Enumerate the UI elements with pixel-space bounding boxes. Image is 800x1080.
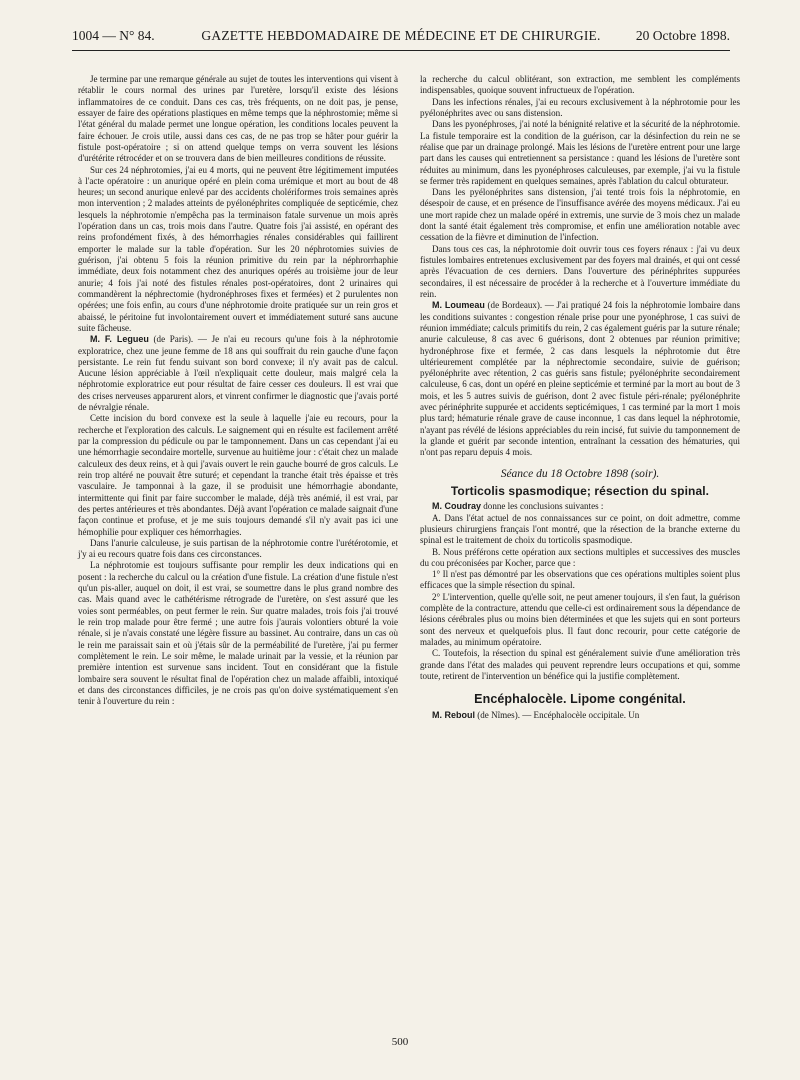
session-heading: Séance du 18 Octobre 1898 (soir). — [500, 467, 660, 480]
paragraph-text: (de Bordeaux). — J'ai pratiqué 24 fois la néphrotomie lombaire dans les conditions suivantes : congestion rénale prise pour une pyonéphrose, 1 cas suivi de réunion immédiate; calculs primitifs du rein, 2 cas également guéris par la suture rénale; anurie calculeuse, 8 cas avec 6 guérisons, dont 2 obtenues par réunion primitive; hydronéphrose fixe et fermée, 2 cas dans lesquels la néphrotomie dut être ultérieurement complétée par la néphrectomie secondaire, suivie de guérison; pyélonéphrite avec rétention, 2 cas guéris sans fistule; pyélonéphrite secondairement calculeuse, 6 cas, dont un opéré en pleine septicémie et terminé par la mort au bout de 3 mois, et les 5 autres suivis de guérison, dont 2 avec fistule péri-rénale; pyélonéphrite avec périnéphrite suppurée et accidents septicémiques, 1 cas terminé par la mort 1 mois plus tard; hématurie rénale grave de cause inconnue, 1 cas dans lequel la néphrotomie, n'ayant pas révélé de lésions appréciables du rein incisé, fut suivie du tamponnement de la glande et guérit par seconde intention, entraînant la cessation des hématuries, qui n'ont pas reparu depuis 4 mois. — [420, 300, 740, 458]
paragraph: Dans les pyonéphroses, j'ai noté la bénignité relative et la sécurité de la néphrotomie. La fistule temporaire est la condition de la guérison, car la désinfection du rein ne se réalise que par un drainage prolongé. Mais les lésions de l'uretère entrent pour une large part dans les causes qui entretiennent sa persistance : quand les lésions de l'uretère sont réduites au minimum, dans les pyonéphroses calculeuses, par exemple, j'ai vu la fistule se fermer très rapidement en quelques semaines, après l'ablation du calcul obturateur. — [420, 119, 740, 186]
left-column — [78, 74, 398, 708]
paragraph: La néphrotomie est toujours suffisante pour remplir les deux indications qui en posent : la recherche du calcul ou la création d'une fistule. La création d'une fistule n'est qu'un pis-aller, auquel on doit, il est vrai, se soumettre dans le plus grand nombre des cas. Mais quand avec le cathétérisme rétrograde de l'uretère, on s'est assuré que les voies sont perméables, on peut fermer le rein. Sur quatre malades, trois fois j'ai trouvé le rein trop malade pour être fermé ; une autre fois j'aurais volontiers obturé la voie rénale, si je n'avais constaté une légère fissure au bassinet. Au contraire, dans un cas où le rein me paraissait sain et où j'étais sûr de la perméabilité de l'uretère, j'ai pu fermer complètement le rein. Le soir même, le malade urinait par la vessie, et la réunion par première intention est survenue sans incident. Tout en considérant que la fistule lombaire sera souvent le résultat final de l'opération chez un malade affaibli, intoxiqué et dans des circonstances difficiles, je ne crois pas qu'on doive systématiquement s'en tenir à l'ouverture du rein : — [78, 560, 398, 707]
section-title: Torticolis spasmodique; résection du spinal. — [450, 483, 710, 498]
paragraph-text: donne les conclusions suivantes : — [481, 501, 604, 512]
speaker-name: M. Reboul — [432, 709, 475, 720]
paragraph-text: (de Nîmes). — Encéphalocèle occipitale. Un — [475, 709, 640, 720]
journal-title: GAZETTE HEBDOMADAIRE DE MÉDECINE ET DE CHIRURGIE. — [201, 28, 601, 43]
paragraph: Dans les pyélonéphrites sans distension, j'ai tenté trois fois la néphrotomie, en désespoir de cause, et en présence de l'insuffisance avérée des moyens médicaux. J'ai eu une mort rapide chez un malade opéré in extremis, une survie de 3 mois chez un malade dont la santé était également très compromise, et enfin une amélioration notable avec cessation de la fièvre et diminution de l'infection. — [420, 187, 740, 243]
section-title: Encéphalocèle. Lipome congénital. — [474, 692, 686, 707]
paragraph: Sur ces 24 néphrotomies, j'ai eu 4 morts, qui ne peuvent être légitimement imputées à l'acte opératoire : un anurique opéré en plein coma urémique et mort au bout de 48 heures; un second anurique enlevé par des accidents cholériformes trois semaines après mon intervention ; 2 malades atteints de pyélonéphrites compliquée de septicémie, chez lesquels la néphrotomie n'empêcha pas la terminaison fatale survenue un mois après l'opération dans un cas, trois mois dans l'autre. Quatre fois j'ai assisté, en opérant des reins profondément fixés, à des hémorrhagies rénales considérables qui faillirent emporter le malade sur la table d'opération. Sur les 20 néphrotomies suivies de guérison, j'ai obtenu 5 fois la réunion primitive du rein par la néphrorrhaphie immédiate, deux fois notamment chez des anuriques opérés au troisième jour de leur anurie; 4 fois j'ai noté des fistules rénales post-opératoires, dont 2 urinaires qui commandèrent la néphrectomie (hydronéphroses fixes et fermées) et 2 purulentes non opérées; une fois enfin, au cours d'une néphrotomie droite pratiquée sur un rein gros et abaissé, le péritoine fut involontairement ouvert et immédiatement suturé sans aucune suite fâcheuse. — [78, 164, 398, 333]
paragraph — [420, 300, 740, 458]
issue-date: 20 Octobre 1898. — [635, 28, 730, 43]
paragraph: A. Dans l'état actuel de nos connaissances sur ce point, on doit admettre, comme plusieurs chirurgiens français l'ont montré, que la résection de la branche externe du spinal est le traitement de choix du torticolis spasmodique. — [420, 512, 740, 546]
paragraph: 1° Il n'est pas démontré par les observations que ces opérations multiples soient plus efficaces que la simple résection du spinal. — [420, 569, 740, 591]
paragraph: Dans tous ces cas, la néphrotomie doit ouvrir tous ces foyers rénaux : j'ai vu deux fistules lombaires entretenues exclusivement par des foyers mal drainés, et qui ont cessé après l'évacuation de ces derniers. Dans l'ouverture des périnéphrites suppurées secondaires, il est nécessaire de procéder à la recherche et à l'ouverture immédiate du rein. — [420, 243, 740, 299]
paragraph — [420, 710, 740, 721]
paragraph — [78, 334, 398, 413]
speaker-name: M. Coudray — [432, 501, 482, 512]
paragraph: Je termine par une remarque générale au sujet de toutes les interventions qui visent à rétablir le cours normal des urines par l'uretère, lorsqu'il existe des lésions inflammatoires de ce conduit. Dans ces cas, très fréquents, on ne doit pas, je pense, essayer de faire des opérations plastiques en même temps que la néphrostomie; même si l'état général du malade permet une longue opération, les conditions locales peuvent la faire échouer. Je crois utile, aussi dans ces cas, de ne pas trop se hâter pour guérir la fistule post-opératoire ; si on attend quelque temps on verra souvent les lésions d'urétérite rétrocéder et on se trouvera dans de bien meilleures conditions de réussite. — [78, 74, 398, 164]
paragraph: Cette incision du bord convexe est la seule à laquelle j'aie eu recours, pour la recherche et l'exploration des calculs. Le saignement qui en résulte est facilement arrêté par la compression du pédicule ou par le tamponnement. Dans un cas cependant j'ai eu une hémorrhagie secondaire mortelle, survenue au huitième jour : c'était chez un malade calculeux des deux reins, et à qui j'avais ouvert le rein gauche bourré de gros calculs. Le rein trop altéré ne pouvait être suturé; et cependant la tranche était très épaisse et très vasculaire. Je tamponnai à la gaze, il se produisit une hémorrhagie abondante, intermittente qui finit par faire succomber le malade, déjà très anémié, il est vrai, par des pertes antérieures et très abondantes. Déjà avant l'opération ce malade saignait d'une façon continue et profuse, et je me suis toujours demandé s'il n'y avait pas ici une hémophilie pour expliquer ces hémorrhagies. — [78, 413, 398, 537]
paragraph — [420, 501, 740, 512]
page-number: 500 — [391, 1036, 409, 1048]
paragraph: C. Toutefois, la résection du spinal est généralement suivie d'une amélioration très grande dans l'état des malades qui peuvent reprendre leurs occupations et qui, somme toute, retirent de l'intervention un bénéfice qui la justifie complètement. — [420, 648, 740, 681]
paragraph: la recherche du calcul oblitérant, son extraction, me semblent les compléments indispensables, quoique souvent infructueux de l'opération. — [420, 74, 740, 96]
paragraph: Dans les infections rénales, j'ai eu recours exclusivement à la néphrotomie pour les pyélonéphrites avec ou sans distension. — [420, 96, 740, 118]
right-column — [420, 74, 740, 721]
header-rule — [72, 50, 730, 51]
speaker-name: M. F. Legueu — [90, 334, 149, 345]
speaker-name: M. Loumeau — [432, 300, 485, 311]
paragraph-text: (de Paris). — Je n'ai eu recours qu'une fois à la néphrotomie exploratrice, chez une jeune femme de 18 ans qui souffrait du rein gauche d'une façon persistante. Le rein fut fendu suivant son bord convexe; il n'y avait pas de calcul. Aucune lésion appréciable à l'œil n'expliquait cette douleur, mais malgré cela la néphrotomie exploratrice eut pour résultat de faire cesser ces douleurs. Il est vrai que des crises nerveuses apparurent alors, et vinrent confirmer le diagnostic que j'avais porté de névralgie rénale. — [78, 334, 399, 413]
page-header — [72, 28, 730, 48]
issue-number: 1004 — N° 84. — [72, 28, 155, 43]
paragraph: Dans l'anurie calculeuse, je suis partisan de la néphrotomie contre l'urétérotomie, et j'y ai eu recours quatre fois dans ces circonstances. — [78, 537, 398, 560]
paragraph: 2° L'intervention, quelle qu'elle soit, ne peut amener toujours, il s'en faut, la guérison complète de la contracture, attendu que celle-ci est ordinairement sous la dépendance de lésions cérébrales plus ou moins bien déterminées et que les sujets qui en sont porteurs sont des nerveux et quelquefois plus. Il faut donc recourir, pour cette catégorie de malades, au minimum opératoire. — [420, 591, 740, 647]
paragraph: B. Nous préférons cette opération aux sections multiples et successives des muscles du cou préconisées par Kocher, parce que : — [420, 546, 740, 568]
